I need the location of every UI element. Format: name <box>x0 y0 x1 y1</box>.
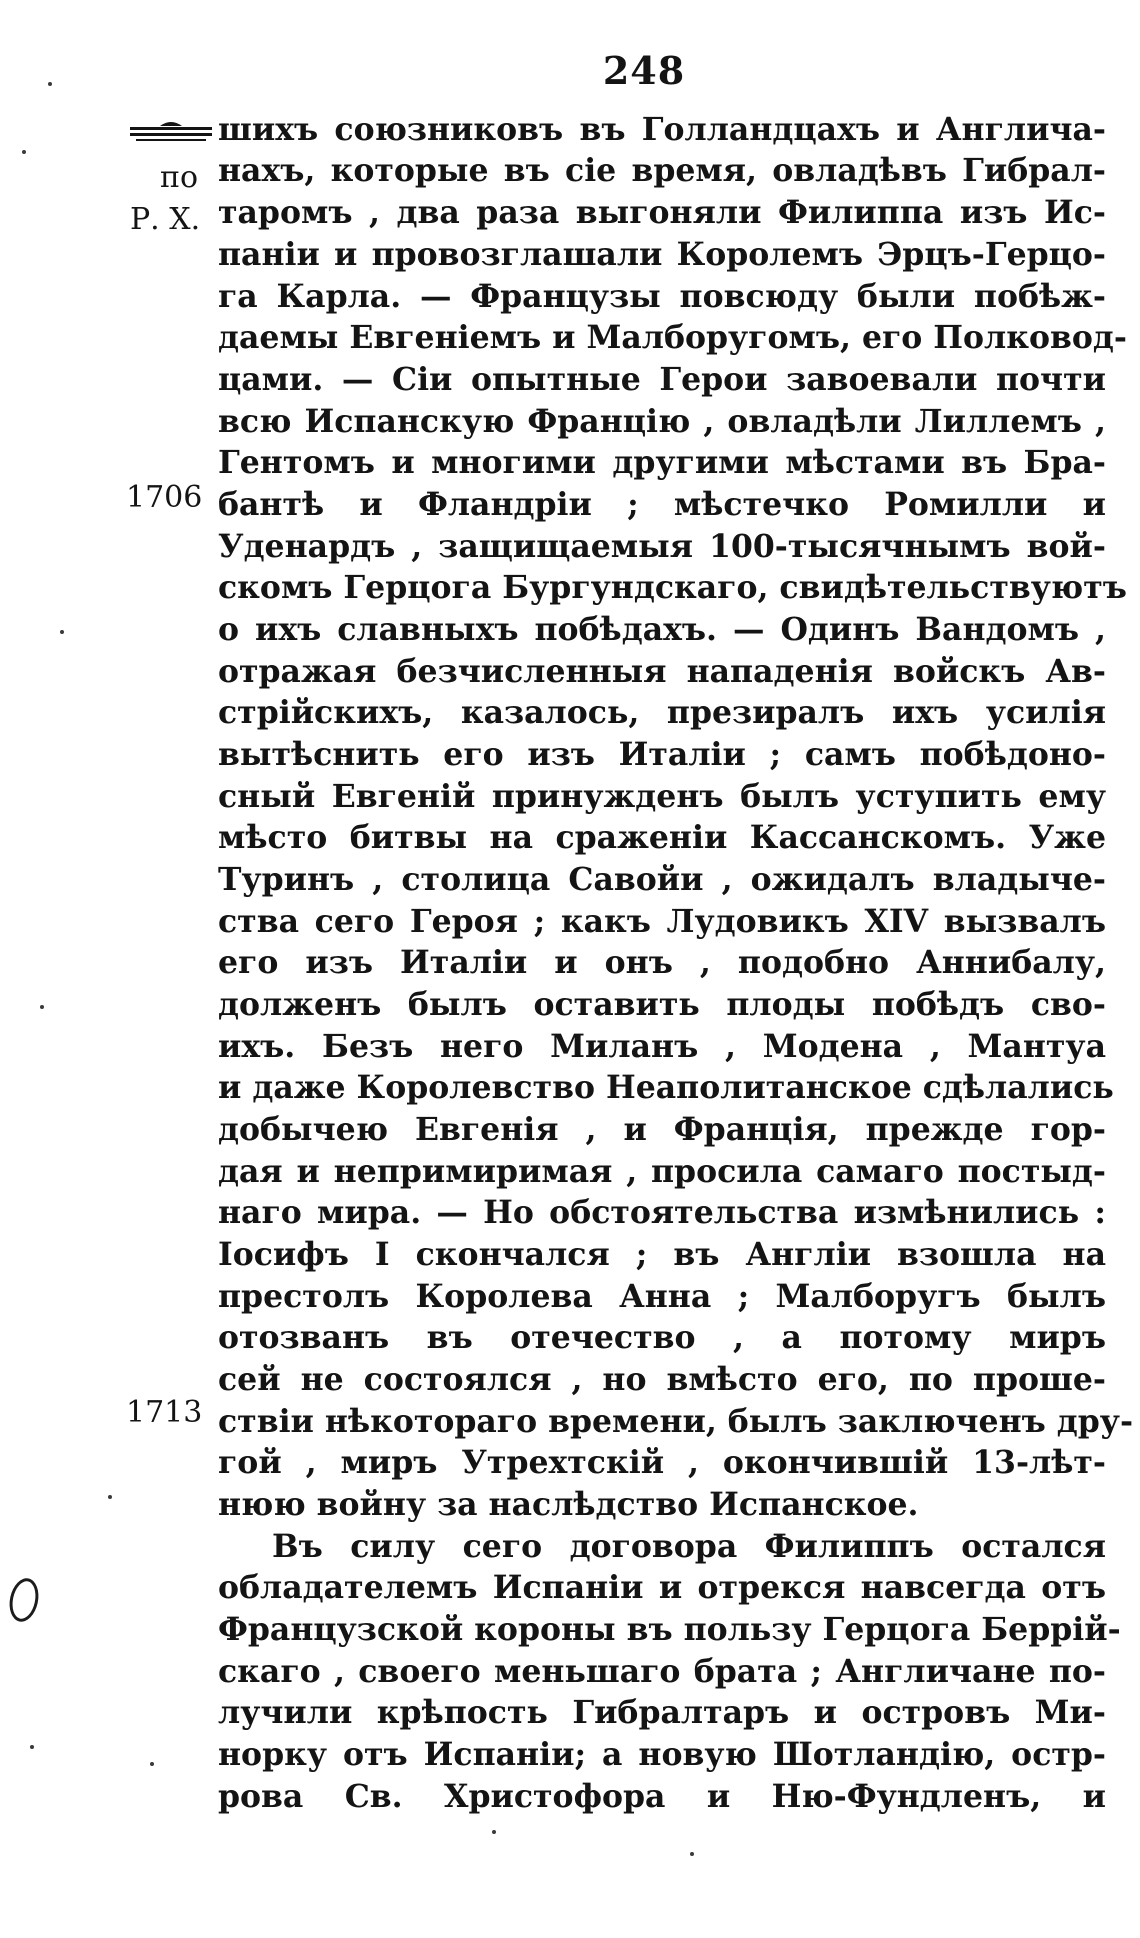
text-line: Туринъ , столица Савойи , ожидалъ владыче- <box>218 861 1106 898</box>
margin-year-1713: 1713 <box>126 1395 203 1430</box>
margin-era-line-1: по <box>160 160 199 195</box>
text-line: скаго , своего меньшаго брата ; Англичане по- <box>218 1653 1106 1690</box>
text-line: Французской короны въ пользу Герцога Беррій- <box>218 1611 1121 1648</box>
ornament-rule-icon <box>130 118 212 142</box>
text-line: Гентомъ и многими другими мѣстами въ Бра- <box>218 444 1106 481</box>
scan-speck <box>30 1745 34 1749</box>
text-line: нюю войну за наслѣдство Испанское. <box>218 1486 919 1523</box>
text-line: Уденардъ , защищаемыя 100-тысячнымъ вой- <box>218 528 1106 565</box>
text-line: таромъ , два раза выгоняли Филиппа изъ Ис- <box>218 194 1106 231</box>
text-line: его изъ Италіи и онъ , подобно Аннибалу, <box>218 944 1106 981</box>
scan-speck <box>40 1005 44 1009</box>
text-line: дая и непримиримая , просила самаго постыд- <box>218 1153 1106 1190</box>
text-line: и даже Королевство Неаполитанское сдѣлались <box>218 1069 1114 1106</box>
text-line: рова Св. Христофора и Ню-Фундленъ, и <box>218 1778 1106 1815</box>
text-line: га Карла. — Французы повсюду были побѣж- <box>218 278 1106 315</box>
text-line: норку отъ Испаніи; а новую Шотландію, остр- <box>218 1736 1106 1773</box>
text-line: всю Испанскую Францію , овладѣли Лиллемъ , <box>218 403 1106 440</box>
scan-speck <box>492 1830 496 1834</box>
page-number: 248 <box>602 48 686 93</box>
text-line: отозванъ въ отечество , а потому миръ <box>218 1319 1106 1356</box>
scan-artifact-ring <box>6 1576 43 1625</box>
text-line: стрійскихъ, казалось, презиралъ ихъ усилія <box>218 694 1106 731</box>
text-line: даемы Евгеніемъ и Малборугомъ, его Полковод- <box>218 319 1127 356</box>
text-line: обладателемъ Испаніи и отрекся навсегда отъ <box>218 1569 1106 1606</box>
text-line: паніи и провозглашали Королемъ Эрцъ-Герцо- <box>218 236 1106 273</box>
text-line: о ихъ славныхъ побѣдахъ. — Одинъ Вандомъ , <box>218 611 1106 648</box>
margin-year-1706: 1706 <box>126 480 203 515</box>
text-line: добычею Евгенія , и Франція, прежде гор- <box>218 1111 1106 1148</box>
text-line: лучили крѣпость Гибралтаръ и островъ Ми- <box>218 1694 1106 1731</box>
text-line: скомъ Герцога Бургундскаго, свидѣтельствуютъ <box>218 569 1127 606</box>
text-line: Іосифъ I скончался ; въ Англіи взошла на <box>218 1236 1106 1273</box>
text-line: ствіи нѣкотораго времени, былъ заключенъ дру- <box>218 1403 1134 1440</box>
text-line: бантѣ и Фландріи ; мѣстечко Ромилли и <box>218 486 1106 523</box>
text-line: отражая безчисленныя нападенія войскъ Ав- <box>218 653 1106 690</box>
text-line: вытѣснить его изъ Италіи ; самъ побѣдоно- <box>218 736 1106 773</box>
text-line: шихъ союзниковъ въ Голландцахъ и Англича- <box>218 111 1106 148</box>
text-line: нахъ, которые въ сіе время, овладѣвъ Гибрал- <box>218 152 1106 189</box>
scan-speck <box>108 1495 112 1499</box>
text-line: гой , миръ Утрехтскій , окончившій 13-лѣт- <box>218 1444 1106 1481</box>
text-line: престолъ Королева Анна ; Малборугъ былъ <box>218 1278 1106 1315</box>
text-line: ихъ. Безъ него Миланъ , Модена , Мантуа <box>218 1028 1106 1065</box>
scan-speck <box>150 1762 154 1766</box>
scan-speck <box>690 1852 694 1856</box>
scan-speck <box>48 82 52 86</box>
scan-speck <box>60 630 64 634</box>
text-line: ства сего Героя ; какъ Лудовикъ XIV вызвалъ <box>218 903 1106 940</box>
text-line: сей не состоялся , но вмѣсто его, по проше- <box>218 1361 1106 1398</box>
text-line: цами. — Сіи опытные Герои завоевали почти <box>218 361 1106 398</box>
text-line: Въ силу сего договора Филиппъ остался <box>272 1528 1106 1565</box>
text-line: мѣсто битвы на сраженіи Кассанскомъ. Уже <box>218 819 1106 856</box>
scan-speck <box>22 150 26 154</box>
text-line: долженъ былъ оставить плоды побѣдъ сво- <box>218 986 1106 1023</box>
text-line: наго мира. — Но обстоятельства измѣнились : <box>218 1194 1106 1231</box>
text-line: сный Евгеній принужденъ былъ уступить ему <box>218 778 1106 815</box>
margin-era-line-2: Р. Х. <box>130 202 201 237</box>
